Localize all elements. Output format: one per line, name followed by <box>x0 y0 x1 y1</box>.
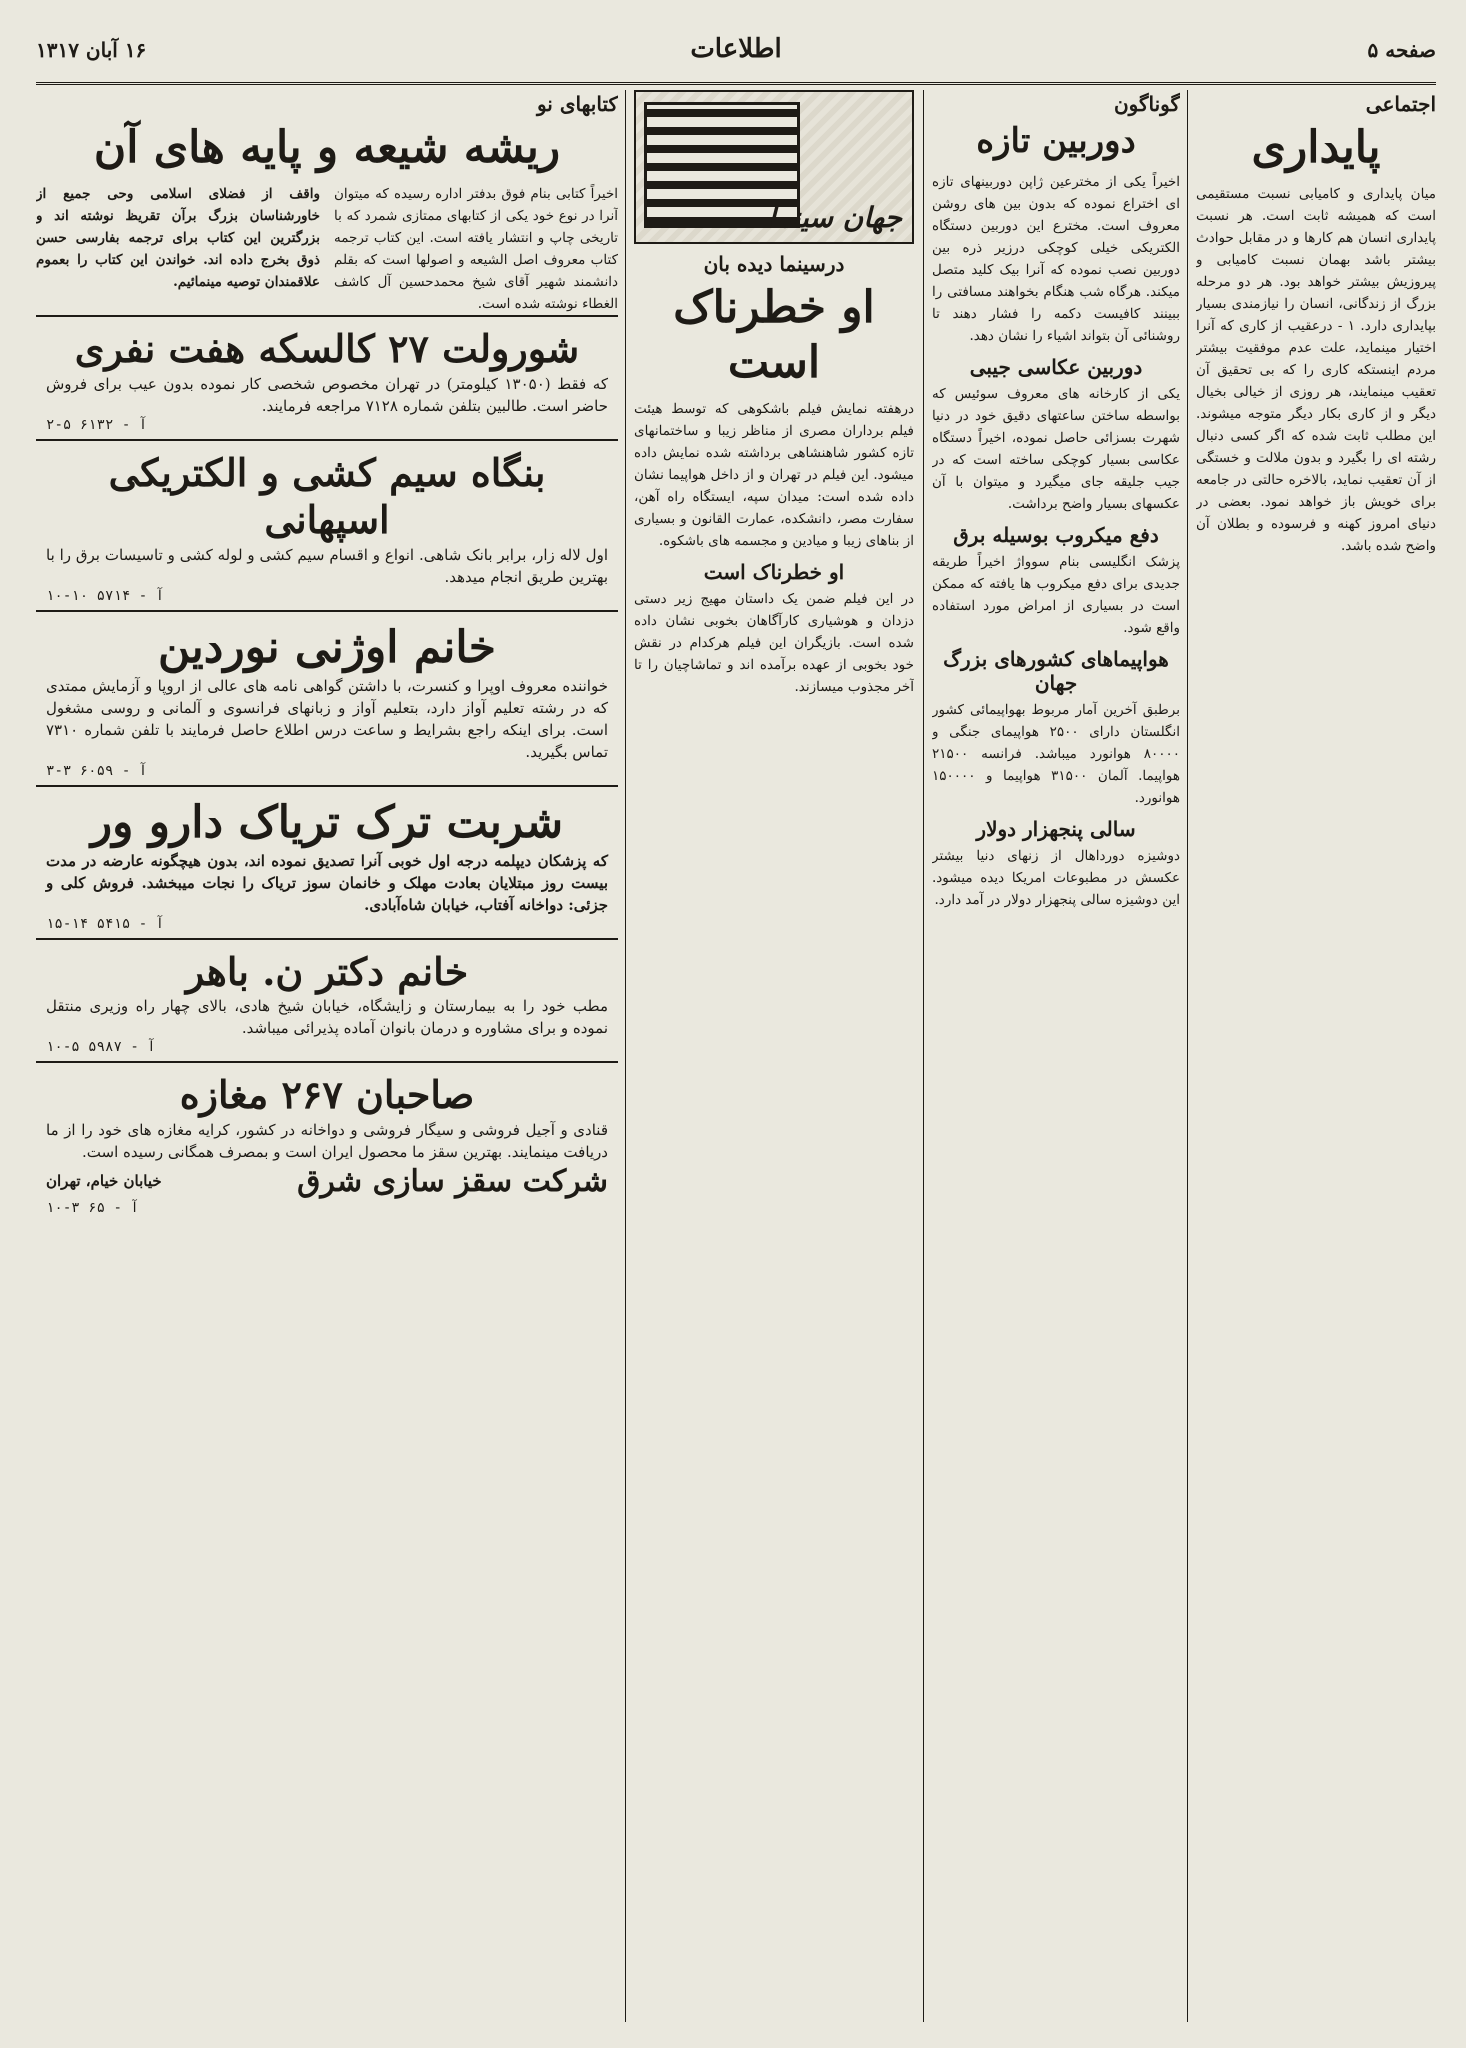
cinema-title: جهان سینما <box>767 201 902 234</box>
article-body: اخیراً یکی از مخترعین ژاپن دوربینهای تازه ای اختراع نموده که بدون بین های روشن معروف است. مخترع این دوربین دستگاه الکتریکی خیلی کوچکی درزیر ذره بین دوربین نصب نموده که آنرا بیک کلید متصل میکند. هرگاه شب هنگام بخواهند مسافتی را ببینند کافیست دکمه را فشار دهند تا روشنائی آن بتواند اشیاء را نشان دهد. <box>932 173 1180 344</box>
ad-text: که فقط (۱۳۰۵۰ کیلومتر) در تهران مخصوص شخصی کار نموده بدون عیب برای فروش حاضر است. طالبین بتلفن شماره ۷۱۲۸ مراجعه فرمایند. <box>46 374 608 415</box>
ad-title: خانم دکتر ن. باهر <box>185 948 469 994</box>
ad-title: صاحبان ۲۶۷ مغازه <box>179 1072 475 1117</box>
article-body: دوشیزه دورداهال از زنهای دنیا بیشتر عکسش در مطبوعات امریکا دیده میشود. این دوشیزه سالی پنجهزار دولار در آمد دارد. <box>932 847 1180 908</box>
cinema-caption: درسینما دیده بان <box>703 252 845 276</box>
ad-title: شربت ترک تریاک دارو ور <box>90 796 564 848</box>
ad-code: آ - ۶۱۳۲ ۵-۲ <box>46 416 148 433</box>
ad-text: که پزشکان دیپلمه درجه اول خوبی آنرا تصدیق نموده اند، بدون هیچگونه عارضه در مدت بیست روز مبتلایان بعادت مهلک و خانمان سوز تریاک را نجات میبخشد. فروش کلی و جزئی: دواخانه آفتاب، خیابان شاه‌آبادی. <box>46 851 608 914</box>
article-body: یکی از کارخانه های معروف سوئیس که بواسطه ساختن ساعتهای دقیق خود در دنیا شهرت بسزائی حاصل نموده، اخیراً دستگاه عکاسی بسیار کوچکی ساخته است که در جیب جلیقه جای میگیرد و میتوان با آن عکسهای بسیار واضح برداشت. <box>932 385 1180 512</box>
article-headline: ریشه شیعه و پایه های آن <box>93 122 561 173</box>
article-body: واقف از فضلای اسلامی وحی جمیع از خاورشناسان بزرگ برآن تقریظ نوشته اند و بزرگترین این کتاب برای ترجمه بفارسی حسن ذوق بخرج داده اند. خواندن این کتاب را بعموم علاقمندان توصیه مینمائیم. <box>36 186 320 290</box>
article-body: برطبق آخرین آمار مربوط بهواپیمائی کشور انگلستان دارای ۲۵۰۰ هواپیمای جنگی و ۸۰۰۰۰ هوانورد میباشد. فرانسه ۲۱۵۰۰ هواپیما. آلمان ۳۱۵۰۰ هواپیما و ۱۵۰۰۰۰ هوانورد. <box>932 701 1180 806</box>
masthead <box>36 26 1436 85</box>
ad-text: مطب خود را به بیمارستان و زایشگاه، خیابان شیخ هادی، بالای چهار راه وزیری منتقل نموده و برای مشاوره و درمان بانوان آماده پذیرائی میباشد. <box>46 997 608 1037</box>
ad-title: خانم اوژنی نوردین <box>158 621 496 673</box>
ad-opium-syrup <box>36 785 618 938</box>
article-subhead: هواپیماهای کشورهای بزرگ جهان <box>943 646 1169 695</box>
ad-code: آ - ۶۵ ۳-۱۰ <box>46 1200 139 1216</box>
section-kicker: کتابهای نو <box>536 92 618 116</box>
ad-electric <box>36 439 618 610</box>
ad-code: آ - ۵۴۱۵ ۱۴-۱۵ <box>46 915 165 932</box>
column-rule <box>1187 90 1188 2022</box>
ad-code: آ - ۵۷۱۴ ۱۰-۱۰ <box>46 587 165 604</box>
article-subhead: سالی پنجهزار دولار <box>976 816 1136 841</box>
article-body: پزشک انگلیسی بنام سوواژ اخیراً طریقه جدیدی برای دفع میکروب ها یافته که ممکن است در بسیاری از امراض مورد استفاده واقع شود. <box>932 553 1180 636</box>
ad-code: آ - ۵۹۸۷ ۵-۱۰ <box>46 1039 156 1055</box>
article-subhead: او خطرناک است <box>703 560 845 584</box>
ad-chevrolet <box>36 315 618 439</box>
ad-title: بنگاه سیم کشی و الکتریکی اسپهانی <box>108 449 546 542</box>
paper-name: اطلاعات <box>690 34 782 64</box>
article-body: میان پایداری و کامیابی نسبت مستقیمی است که همیشه ثابت است. هر نسبت پایداری انسان هم کارها و در مقابل حوادث بیشتر باشد بهمان نسبت کامیابی و پیروزیش بیشتر خواهد بود. هر دو مرحله بزرگ از زندگانی، انسان را نیازمندی بسیار بپایداری دارد. ۱ - درعقیب از کاری که آنرا اختیار مینماید، علت عدم موفقیت بیشتر مردم اینستکه کاری را که بی تحقیق آن تعقیب مینمایند، هر روزی از خیالی بخیال دیگر و از کاری بکار دیگر متوجه میشوند. این مطلب ثابت شده که اگر کسی دنبال رشته ای را بگیرد و بدون ملالت و خستگی از آن تعقیب نماید، بالاخره حالتی در جامعه برای خویش باز خواهد نمود. بعضی در دنیای امروز کهنه و فرسوده و بطلان آن واضح شده باشد. <box>1196 186 1436 554</box>
column-rule <box>923 90 924 2022</box>
newspaper-page <box>36 26 1436 2022</box>
column-books-ads <box>36 90 618 2022</box>
ad-text: اول لاله زار، برابر بانک شاهی. انواع و اقسام سیم کشی و لوله کشی و تاسیسات برق را با بهترین طریق انجام میدهد. <box>46 545 608 586</box>
article-subhead: دوربین عکاسی جیبی <box>969 354 1143 379</box>
article-headline: او خطرناک است <box>673 282 875 388</box>
ad-text: قنادی و آجیل فروشی و سیگار فروشی و دواخانه در کشور، کرایه مغازه های خود را از ما دریافت مینمایند. بهترین سقز ما محصول ایران است و بمصرف همگانی رسیده است. <box>46 1120 608 1161</box>
article-body: در این فیلم ضمن یک داستان مهیج زیر دستی دزدان و هوشیاری کارآگاهان بخوبی نشان داده شده است. بازیگران این فیلم هرکدام در نقش خود بخوبی از عهده برآمده اند و تماشاچیان را تا آخر مجذوب میسازند. <box>634 591 914 695</box>
column-social <box>1196 90 1436 2022</box>
article-headline: پایداری <box>1251 122 1381 173</box>
ad-address: خیابان خیام، تهران <box>46 1172 162 1191</box>
issue-date: ۱۶ آبان ۱۳۱۷ <box>36 38 147 62</box>
ad-text: خواننده معروف اوپرا و کنسرت، با داشتن گواهی نامه های عالی از اروپا و آزمایش ممتدی که در رشته تعلیم آواز دارد، بتعلیم آواز و زبانهای فرانسوی و آلمانی و روسی مشغول است. برای اینکه راجع بشرایط و ساعت درس اطلاع حاصل فرمایند با تلفن شماره ۷۳۱۰ تماس بگیرید. <box>46 676 608 761</box>
ad-title: شورولت ۲۷ کالسکه هفت نفری <box>74 326 580 371</box>
ad-gum <box>36 1061 618 1222</box>
ad-singer <box>36 610 618 785</box>
ad-doctor <box>36 938 618 1062</box>
column-misc <box>932 90 1180 2022</box>
section-kicker: گوناگون <box>1113 92 1180 116</box>
section-kicker: اجتماعی <box>1365 92 1436 116</box>
article-body: اخیراً کتابی بنام فوق بدفتر اداره رسیده که میتوان آنرا در نوع خود یکی از کتابهای ممتازی شمرد که با تاریخی چاپ و انتشار یافته است. این کتاب ترجمه کتاب معروف اصل الشیعه و اصولها است که بقلم دانشمند شهیر آقای شیخ محمدحسین آل کاشف الغطاء نوشته شده است. <box>334 186 618 312</box>
column-cinema <box>634 90 914 2022</box>
page-number: صفحه ۵ <box>1367 38 1436 62</box>
ad-company: شرکت سقز سازی شرق <box>297 1163 608 1199</box>
ad-code: آ - ۶۰۵۹ ۳-۳ <box>46 762 148 779</box>
cinema-banner <box>634 90 914 244</box>
article-subhead: دفع میکروب بوسیله برق <box>953 522 1159 547</box>
article-body: درهفته نمایش فیلم باشکوهی که توسط هیئت فیلم برداران مصری از مناظر زیبا و ساختمانهای تازه کشور شاهنشاهی برداشته شده نمایش داده میشود. این فیلم در تهران و از داخل هواپیما نشان داده شده است: میدان سپه، ایستگاه راه آهن، سفارت مصر، دانشکده، عمارت القانون و بسیاری از بناهای زیبا و میادین و مجسمه های باشکوه. <box>634 401 914 549</box>
column-rule <box>625 90 626 2022</box>
article-headline: دوربین تازه <box>976 121 1136 161</box>
